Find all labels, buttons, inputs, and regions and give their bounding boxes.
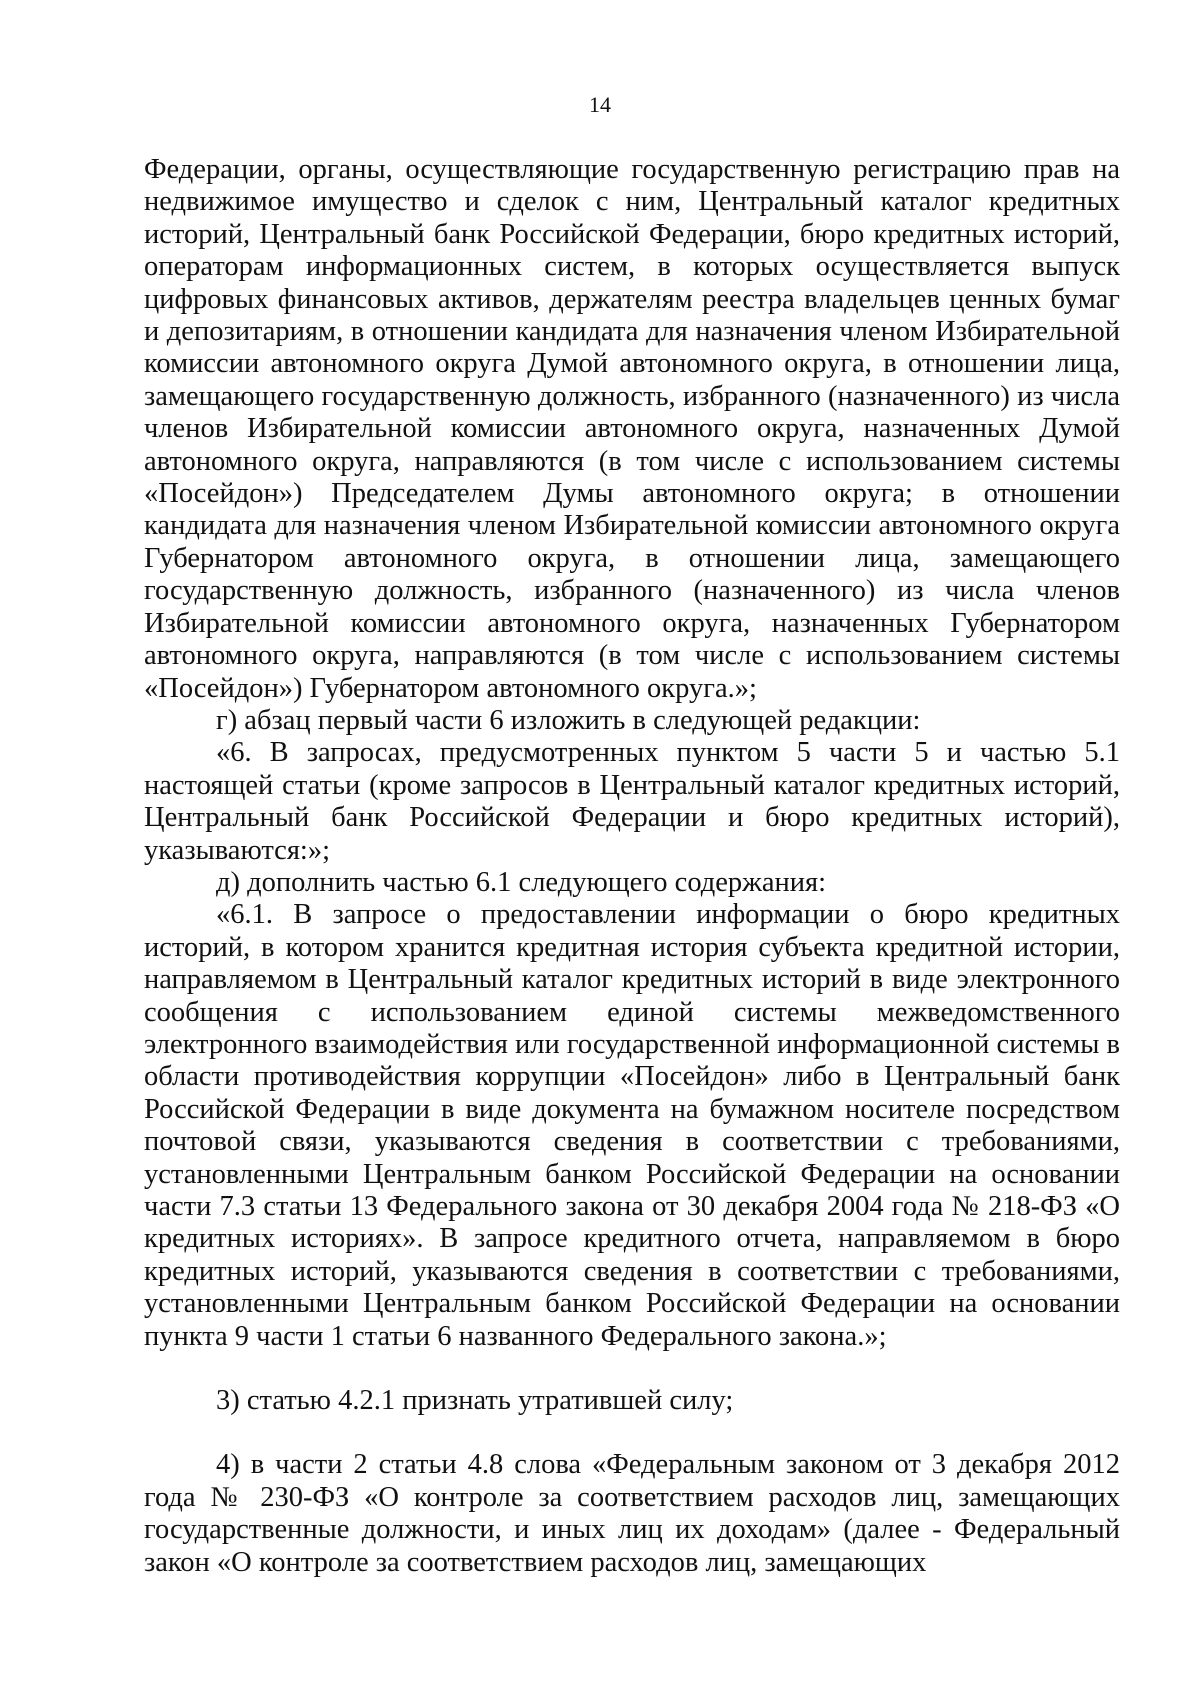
paragraph-continuation: Федерации, органы, осуществляющие государственную регистрацию прав на недвижимое имущество и сделок с ним, Центральный каталог кредитных историй, Центральный банк Российской Федерации, бюро кредитных историй, операторам информационных систем, в которых осуществляется выпуск цифровых финансовых активов, держателям реестра владельцев ценных бумаг и депозитариям, в отношении кандидата для назначения членом Избирательной комиссии автономного округа Думой автономного округа, в отношении лица, замещающего государственную должность, избранного (назначенного) из числа членов Избирательной комиссии автономного округа, назначенных Думой автономного округа, направляются (в том числе с использованием системы «Посейдон») Председателем Думы автономного округа; в отношении кандидата для назначения членом Избирательной комиссии автономного округа Губернатором автономного округа, в отношении лица, замещающего государственную должность, избранного (назначенного) из числа членов Избирательной комиссии автономного округа, назначенных Губернатором автономного округа, направляются (в том числе с использованием системы «Посейдон») Губернатором автономного округа.»;: [144, 154, 1120, 704]
document-body: [144, 154, 1120, 1579]
paragraph-part-6-1: «6.1. В запросе о предоставлении информации о бюро кредитных историй, в котором хранится кредитная история субъекта кредитной истории, направляемом в Центральный каталог кредитных историй в виде электронного сообщения с использованием единой системы межведомственного электронного взаимодействия или государственной информационной системы в области противодействия коррупции «Посейдон» либо в Центральный банк Российской Федерации в виде документа на бумажном носителе посредством почтовой связи, указываются сведения в соответствии с требованиями, установленными Центральным банком Российской Федерации на основании части 7.3 статьи 13 Федерального закона от 30 декабря 2004 года № 218-ФЗ «О кредитных историях». В запросе кредитного отчета, направляемом в бюро кредитных историй, указываются сведения в соответствии с требованиями, установленными Центральным банком Российской Федерации на основании пункта 9 части 1 статьи 6 названного Федерального закона.»;: [144, 899, 1120, 1352]
paragraph-part-6: «6. В запросах, предусмотренных пунктом 5 части 5 и частью 5.1 настоящей статьи (кроме запросов в Центральный каталог кредитных историй, Центральный банк Российской Федерации и бюро кредитных историй), указываются:»;: [144, 737, 1120, 866]
paragraph-item-4: 4) в части 2 статьи 4.8 слова «Федеральным законом от 3 декабря 2012 года № 230-ФЗ «О контроле за соответствием расходов лиц, замещающих государственные должности, и иных лиц их доходам» (далее - Федеральный закон «О контроле за соответствием расходов лиц, замещающих: [144, 1449, 1120, 1578]
paragraph-item-g: г) абзац первый части 6 изложить в следующей редакции:: [216, 704, 921, 736]
paragraph-item-3: 3) статью 4.2.1 признать утратившей силу;: [216, 1385, 734, 1417]
paragraph-item-d: д) дополнить частью 6.1 следующего содержания:: [216, 866, 827, 898]
page-number: 14: [589, 92, 611, 117]
